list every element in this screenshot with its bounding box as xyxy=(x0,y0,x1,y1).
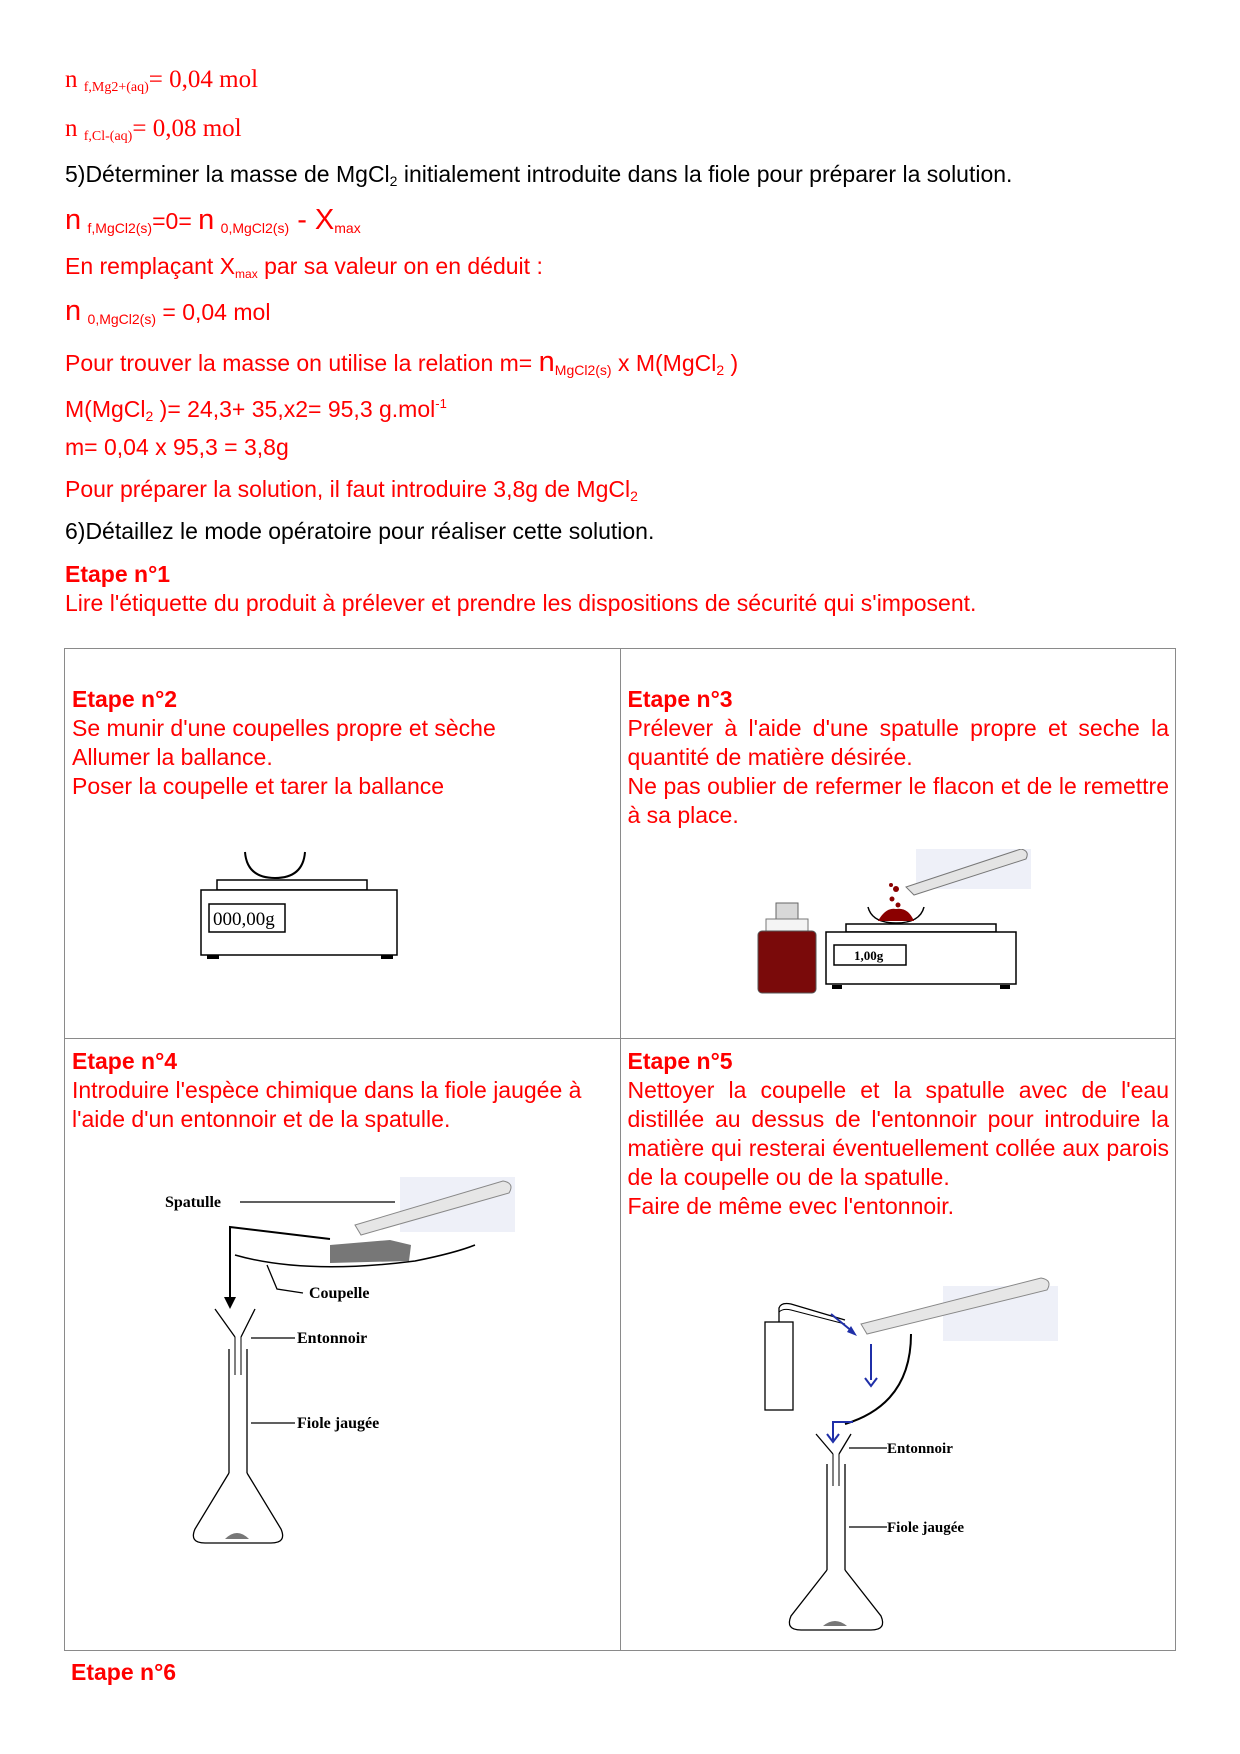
step-line: Faire de même evec l'entonnoir. xyxy=(627,1193,955,1219)
superscript: -1 xyxy=(435,396,447,411)
step-title: Etape n°4 xyxy=(72,1048,178,1074)
step-title: Etape n°3 xyxy=(627,686,733,712)
step-title: Etape n°5 xyxy=(627,1048,733,1074)
subscript: 2 xyxy=(389,173,398,189)
label-funnel: Entonnoir xyxy=(297,1330,368,1347)
subscript: 0,MgCl2(s) xyxy=(87,311,156,327)
subscript: f,Cl-(aq) xyxy=(83,129,133,144)
bottle-cap-icon xyxy=(776,903,798,919)
label-flask: Fiole jaugée xyxy=(297,1415,380,1432)
bottle-icon xyxy=(758,931,816,993)
step-line: Se munir d'une coupelles propre et sèche xyxy=(72,715,496,741)
eq-minus: - xyxy=(289,204,315,236)
step-2-cell xyxy=(65,649,621,1039)
subscript: 2 xyxy=(716,362,725,378)
wash-bottle-icon xyxy=(765,1322,793,1410)
step-4-cell xyxy=(65,1039,621,1651)
step-line: Poser la coupelle et tarer la ballance xyxy=(72,773,445,799)
question-6: 6)Détaillez le mode opératoire pour réaliser cette solution. xyxy=(65,518,655,544)
subscript: MgCl2(s) xyxy=(554,362,612,378)
result-value: = 0,08 mol xyxy=(132,115,242,142)
rinsing-illustration xyxy=(761,1264,1061,1644)
step-6-title: Etape n°6 xyxy=(71,1659,177,1685)
x-symbol: X xyxy=(314,204,335,236)
step-line: Ne pas oublier de refermer le flacon et de le remettre à sa place. xyxy=(627,773,1169,828)
mass-calc: m= 0,04 x 95,3 = 3,8g xyxy=(65,434,289,460)
flask-icon xyxy=(789,1570,882,1630)
result-mg xyxy=(65,66,258,102)
subscript: 2 xyxy=(630,488,638,504)
powder xyxy=(878,909,914,921)
text: x M(MgCl xyxy=(611,350,717,376)
n-symbol: n xyxy=(198,204,215,236)
text: )= 24,3+ 35,x2= 95,3 g.mol xyxy=(153,396,436,422)
subscript: 2 xyxy=(145,408,154,424)
replace-line xyxy=(65,252,543,288)
n-symbol: n xyxy=(65,115,78,142)
label-flask: Fiole jaugée xyxy=(886,1520,964,1536)
molar-mass xyxy=(65,390,447,430)
step-1 xyxy=(65,560,1175,618)
weighing-illustration xyxy=(746,849,1036,999)
text: M(MgCl xyxy=(65,396,146,422)
step-3-cell xyxy=(620,649,1176,1039)
label-spatula: Spatulle xyxy=(165,1194,222,1211)
question-text: 5)Déterminer la masse de MgCl xyxy=(65,161,390,187)
powder xyxy=(330,1240,411,1263)
result-value: = 0,04 mol xyxy=(148,66,259,93)
subscript: f,Mg2+(aq) xyxy=(83,80,149,95)
step-title: Etape n°2 xyxy=(72,686,178,712)
equation-1 xyxy=(65,206,361,242)
balance-illustration xyxy=(195,844,415,964)
subscript: f,MgCl2(s) xyxy=(87,220,153,236)
eq-value: = 0,04 mol xyxy=(156,299,271,325)
text: ) xyxy=(724,350,739,376)
n-symbol: n xyxy=(65,204,82,236)
text: Pour préparer la solution, il faut introduire 3,8g de MgCl xyxy=(65,476,631,502)
conclusion xyxy=(65,475,638,510)
label-funnel: Entonnoir xyxy=(886,1441,953,1457)
n-symbol: n xyxy=(65,295,82,327)
equation-2 xyxy=(65,297,270,333)
display-value: 1,00g xyxy=(853,948,883,963)
subscript: 0,MgCl2(s) xyxy=(220,220,290,236)
step-text: Lire l'étiquette du produit à prélever et prendre les dispositions de sécurité qui s'imposent. xyxy=(65,590,977,616)
mass-relation xyxy=(65,348,738,384)
subscript: max xyxy=(235,267,258,281)
n-symbol: n xyxy=(65,66,78,93)
cup-icon xyxy=(245,852,305,878)
step-text: Introduire l'espèce chimique dans la fiole jaugée à l'aide d'un entonnoir et de la spatulle. xyxy=(72,1077,582,1132)
step-line: Nettoyer la coupelle et la spatulle avec de l'eau distillée au dessus de l'entonnoir pour introduire la matière qui resterai éventuellement collée aux parois de la coupelle ou de la spatulle. xyxy=(627,1077,1169,1190)
text: par sa valeur on en déduit : xyxy=(257,253,543,279)
funnel-transfer-illustration xyxy=(155,1177,515,1577)
step-line: Prélever à l'aide d'une spatulle propre et seche la quantité de matière désirée. xyxy=(627,715,1169,770)
text: En remplaçant X xyxy=(65,253,236,279)
flask-icon xyxy=(193,1473,282,1543)
question-5 xyxy=(65,160,1012,195)
display-value: 000,00g xyxy=(213,909,275,930)
eq-text: =0= xyxy=(152,208,199,234)
text: Pour trouver la masse on utilise la relation m= xyxy=(65,350,539,376)
subscript: max xyxy=(334,220,361,236)
steps-table xyxy=(64,648,1176,1651)
step-5-cell xyxy=(620,1039,1176,1651)
question-text-end: initialement introduite dans la fiole pour préparer la solution. xyxy=(397,161,1013,187)
n-symbol: n xyxy=(538,346,555,378)
scale-pan xyxy=(217,880,367,890)
label-cup: Coupelle xyxy=(309,1285,370,1302)
step-title: Etape n°1 xyxy=(65,561,171,587)
step-line: Allumer la ballance. xyxy=(72,744,273,770)
result-cl xyxy=(65,115,242,151)
